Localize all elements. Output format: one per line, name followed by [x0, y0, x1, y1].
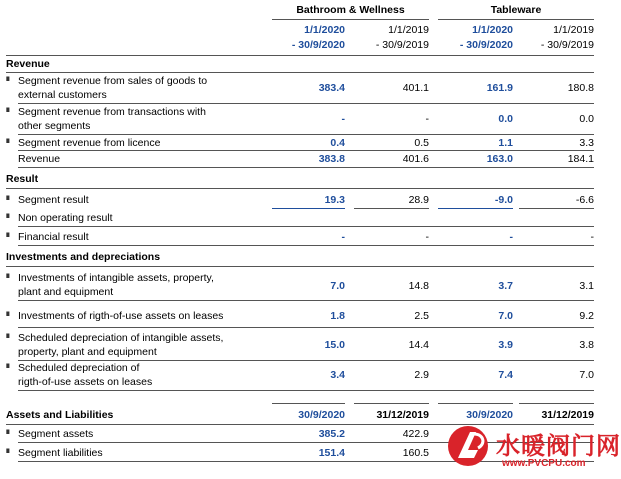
row-marker-icon: ∎ — [5, 229, 11, 239]
header-c1-line2: - 30/9/2020 — [291, 39, 345, 51]
value-rule — [519, 208, 594, 209]
row-marker-icon: ∎ — [5, 445, 11, 455]
header-c4-line2: - 30/9/2019 — [540, 39, 594, 51]
row-label: Segment revenue from licence — [18, 137, 161, 149]
row-rule — [18, 150, 594, 151]
value-c3: 0.0 — [498, 113, 513, 125]
value-c2: 160.5 — [402, 447, 429, 459]
value-c3: 163.0 — [486, 153, 513, 165]
section-assets: Assets and Liabilities — [6, 409, 114, 421]
row-marker-icon: ∎ — [5, 104, 11, 114]
header-rule — [272, 19, 429, 20]
header-group-bathroom: Bathroom & Wellness — [296, 4, 405, 16]
value-c1: 383.8 — [318, 153, 345, 165]
watermark — [448, 420, 621, 476]
value-c1: - — [341, 113, 345, 125]
value-c3: - — [509, 231, 513, 243]
row-rule — [18, 390, 594, 391]
value-c2: 0.5 — [414, 137, 429, 149]
row-marker-icon: ∎ — [5, 192, 11, 202]
assets-date-c2: 31/12/2019 — [376, 409, 429, 421]
row-label: Non operating result — [18, 212, 113, 224]
value-c4: 3.3 — [579, 137, 594, 149]
row-marker-icon: ∎ — [5, 270, 11, 280]
value-c1: 15.0 — [324, 339, 345, 351]
value-c4: 180.8 — [567, 82, 594, 94]
section-rule — [6, 266, 594, 267]
section-rule — [6, 72, 594, 73]
section-rule — [6, 188, 594, 189]
value-c1: 385.2 — [318, 428, 345, 440]
watermark-url: www.PVCPU.com — [502, 458, 586, 469]
row-label: Segment assets — [18, 428, 94, 440]
header-c3-line2: - 30/9/2020 — [459, 39, 513, 51]
value-c4: 3.8 — [579, 339, 594, 351]
value-c3: 3.9 — [498, 339, 513, 351]
row-marker-icon: ∎ — [5, 308, 11, 318]
value-c2: 14.8 — [408, 280, 429, 292]
row-rule — [18, 300, 594, 301]
header-bottom-rule — [6, 55, 594, 56]
value-c1: 7.0 — [330, 280, 345, 292]
value-c3: 161.9 — [486, 82, 513, 94]
row-marker-icon: ∎ — [5, 210, 11, 220]
row-label: Scheduled depreciation of intangible assets, property, plant and equipment — [18, 332, 224, 358]
row-label: Investments of intangible assets, property, plant and equipment — [18, 272, 214, 298]
row-label: Segment revenue from sales of goods to external customers — [18, 75, 208, 101]
row-label: Investments of rigth-of-use assets on leases — [18, 310, 224, 322]
value-rule — [272, 208, 345, 209]
value-c4: 7.0 — [579, 369, 594, 381]
value-c2: - — [425, 113, 429, 125]
header-rule — [272, 403, 345, 404]
header-group-tableware: Tableware — [490, 4, 542, 16]
value-c2: 401.6 — [402, 153, 429, 165]
value-c4: 184.1 — [567, 153, 594, 165]
assets-date-c3: 30/9/2020 — [466, 409, 513, 421]
header-c2-line2: - 30/9/2019 — [375, 39, 429, 51]
value-c4: - — [590, 231, 594, 243]
value-c2: 422.9 — [402, 428, 429, 440]
value-c2: 14.4 — [408, 339, 429, 351]
value-rule — [438, 208, 513, 209]
header-rule — [438, 403, 513, 404]
row-rule — [18, 103, 594, 104]
value-c3: -9.0 — [494, 194, 513, 206]
row-marker-icon: ∎ — [5, 135, 11, 145]
value-c1: 1.8 — [330, 310, 345, 322]
header-c1-line1: 1/1/2020 — [304, 24, 345, 36]
value-c4: 9.2 — [579, 310, 594, 322]
row-rule — [18, 134, 594, 135]
value-c3: 3.7 — [498, 280, 513, 292]
value-c4: 0.0 — [579, 113, 594, 125]
header-c3-line1: 1/1/2020 — [472, 24, 513, 36]
value-c4: 3.1 — [579, 280, 594, 292]
value-c1: 383.4 — [318, 82, 345, 94]
header-c2-line1: 1/1/2019 — [388, 24, 429, 36]
value-c3: 7.0 — [498, 310, 513, 322]
header-rule — [354, 403, 429, 404]
value-c2: 401.1 — [402, 82, 429, 94]
value-c1: 151.4 — [318, 447, 345, 459]
header-c4-line1: 1/1/2019 — [553, 24, 594, 36]
value-c3: 1.1 — [498, 137, 513, 149]
value-c2: 2.5 — [414, 310, 429, 322]
value-c2: 28.9 — [408, 194, 429, 206]
value-c1: 19.3 — [324, 194, 345, 206]
row-marker-icon: ∎ — [5, 360, 11, 370]
section-revenue: Revenue — [6, 58, 50, 70]
row-marker-icon: ∎ — [5, 73, 11, 83]
row-rule — [18, 167, 594, 168]
row-label: Segment revenue from transactions with other segments — [18, 106, 206, 132]
row-rule — [18, 245, 594, 246]
header-rule — [519, 403, 594, 404]
row-label: Revenue — [18, 153, 61, 165]
section-result: Result — [6, 173, 39, 185]
row-label: Segment result — [18, 194, 89, 206]
row-marker-icon: ∎ — [5, 426, 11, 436]
value-c3: 7.4 — [498, 369, 513, 381]
value-c2: - — [425, 231, 429, 243]
value-c2: 2.9 — [414, 369, 429, 381]
watermark-text: 水暖阀门网 — [496, 432, 621, 460]
row-label: Financial result — [18, 231, 89, 243]
value-c1: - — [341, 231, 345, 243]
value-c1: 0.4 — [330, 137, 345, 149]
value-c4: -6.6 — [575, 194, 594, 206]
row-rule — [18, 226, 594, 227]
assets-date-c1: 30/9/2020 — [298, 409, 345, 421]
row-label: Segment liabilities — [18, 447, 103, 459]
header-rule — [438, 19, 594, 20]
section-investments: Investments and depreciations — [6, 251, 161, 263]
value-rule — [354, 208, 429, 209]
row-rule — [18, 327, 594, 328]
assets-date-c4: 31/12/2019 — [541, 409, 594, 421]
row-label: Scheduled depreciation of rigth-of-use assets on leases — [18, 362, 153, 388]
value-c1: 3.4 — [330, 369, 345, 381]
row-marker-icon: ∎ — [5, 330, 11, 340]
